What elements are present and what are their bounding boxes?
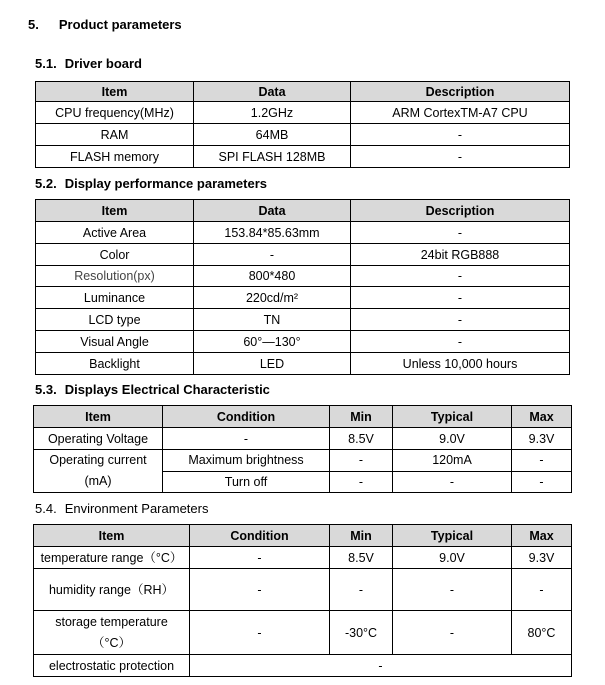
section-number: 5.2. <box>35 176 57 191</box>
cell: 120mA <box>393 450 512 472</box>
cell: 1.2GHz <box>194 102 351 124</box>
table-row <box>36 287 570 309</box>
section-number: 5. <box>28 17 39 32</box>
cell: Color <box>36 244 194 266</box>
cell: - <box>512 450 572 472</box>
cell: Turn off <box>163 471 330 493</box>
cell: 800*480 <box>194 266 351 287</box>
section-5-4-heading <box>35 501 208 516</box>
table-row <box>34 428 572 450</box>
cell: RAM <box>36 124 194 146</box>
header-data: Data <box>194 82 351 102</box>
cell: 153.84*85.63mm <box>194 222 351 244</box>
cell: Active Area <box>36 222 194 244</box>
cell: TN <box>194 309 351 331</box>
cell: 8.5V <box>330 428 393 450</box>
header-condition: Condition <box>163 406 330 428</box>
header-item: Item <box>36 82 194 102</box>
table-row <box>36 309 570 331</box>
section-5-1-heading <box>35 56 142 71</box>
header-description: Description <box>351 200 570 222</box>
cell: Operating Voltage <box>34 428 163 450</box>
cell: - <box>393 471 512 493</box>
cell: 9.0V <box>393 547 512 569</box>
section-5-3-heading <box>35 382 270 397</box>
electrical-characteristic-table <box>33 405 572 493</box>
cell: 220cd/m² <box>194 287 351 309</box>
table-header-row <box>34 406 572 428</box>
cell <box>34 611 190 655</box>
cell: - <box>351 124 570 146</box>
table-row <box>36 244 570 266</box>
cell: 9.3V <box>512 428 572 450</box>
cell: - <box>190 611 330 655</box>
cell: - <box>393 611 512 655</box>
table-row <box>34 655 572 677</box>
table-row <box>36 102 570 124</box>
table-row <box>34 611 572 655</box>
cell: - <box>330 569 393 611</box>
section-title: Driver board <box>64 56 142 71</box>
cell: - <box>194 244 351 266</box>
cell: Backlight <box>36 353 194 375</box>
cell: 24bit RGB888 <box>351 244 570 266</box>
header-typical: Typical <box>393 406 512 428</box>
cell <box>34 450 163 493</box>
table-row <box>34 569 572 611</box>
display-performance-table <box>35 199 570 375</box>
table-row <box>34 450 572 472</box>
cell: humidity range（RH） <box>34 569 190 611</box>
cell-line: （°C） <box>91 635 132 650</box>
table-row <box>36 124 570 146</box>
table-row <box>36 222 570 244</box>
cell: - <box>351 309 570 331</box>
cell: temperature range（°C） <box>34 547 190 569</box>
cell-line: (mA) <box>84 474 112 488</box>
header-typical: Typical <box>393 525 512 547</box>
table-header-row <box>36 200 570 222</box>
table-row <box>36 353 570 375</box>
table-row <box>34 547 572 569</box>
cell: -30°C <box>330 611 393 655</box>
cell: 64MB <box>194 124 351 146</box>
cell: - <box>393 569 512 611</box>
cell: SPI FLASH 128MB <box>194 146 351 168</box>
cell: - <box>163 428 330 450</box>
cell: - <box>351 331 570 353</box>
header-min: Min <box>330 406 393 428</box>
cell: - <box>330 450 393 472</box>
cell: - <box>190 655 572 677</box>
cell: 9.0V <box>393 428 512 450</box>
table-row <box>36 266 570 287</box>
section-title: Product parameters <box>58 17 182 32</box>
cell: - <box>190 547 330 569</box>
header-data: Data <box>194 200 351 222</box>
cell: - <box>190 569 330 611</box>
cell: - <box>330 471 393 493</box>
cell: LED <box>194 353 351 375</box>
header-item: Item <box>36 200 194 222</box>
header-item: Item <box>34 406 163 428</box>
cell: Luminance <box>36 287 194 309</box>
cell-line: storage temperature <box>55 614 168 629</box>
section-title: Display performance parameters <box>64 176 267 191</box>
environment-parameters-table <box>33 524 572 677</box>
header-description: Description <box>351 82 570 102</box>
cell: 9.3V <box>512 547 572 569</box>
header-max: Max <box>512 406 572 428</box>
cell: Maximum brightness <box>163 450 330 472</box>
table-row <box>36 331 570 353</box>
cell: LCD type <box>36 309 194 331</box>
cell: CPU frequency(MHz) <box>36 102 194 124</box>
cell: - <box>512 569 572 611</box>
cell: 8.5V <box>330 547 393 569</box>
section-title: Environment Parameters <box>64 501 209 516</box>
cell: - <box>512 471 572 493</box>
cell: - <box>351 266 570 287</box>
cell: - <box>351 146 570 168</box>
table-row <box>36 146 570 168</box>
driver-board-table <box>35 81 570 168</box>
cell: 60°—130° <box>194 331 351 353</box>
cell: Unless 10,000 hours <box>351 353 570 375</box>
cell-line: Operating current <box>49 453 147 467</box>
header-max: Max <box>512 525 572 547</box>
section-title: Displays Electrical Characteristic <box>64 382 270 397</box>
header-item: Item <box>34 525 190 547</box>
cell: Resolution(px) <box>36 266 194 287</box>
cell: Visual Angle <box>36 331 194 353</box>
cell: - <box>351 222 570 244</box>
header-min: Min <box>330 525 393 547</box>
cell: ARM CortexTM-A7 CPU <box>351 102 570 124</box>
section-number: 5.4. <box>35 501 57 516</box>
cell: - <box>351 287 570 309</box>
section-5-2-heading <box>35 176 267 191</box>
cell: FLASH memory <box>36 146 194 168</box>
section-number: 5.3. <box>35 382 57 397</box>
section-number: 5.1. <box>35 56 57 71</box>
cell: 80°C <box>512 611 572 655</box>
table-header-row <box>34 525 572 547</box>
header-condition: Condition <box>190 525 330 547</box>
cell: electrostatic protection <box>34 655 190 677</box>
table-header-row <box>36 82 570 102</box>
section-5-heading <box>28 17 182 32</box>
